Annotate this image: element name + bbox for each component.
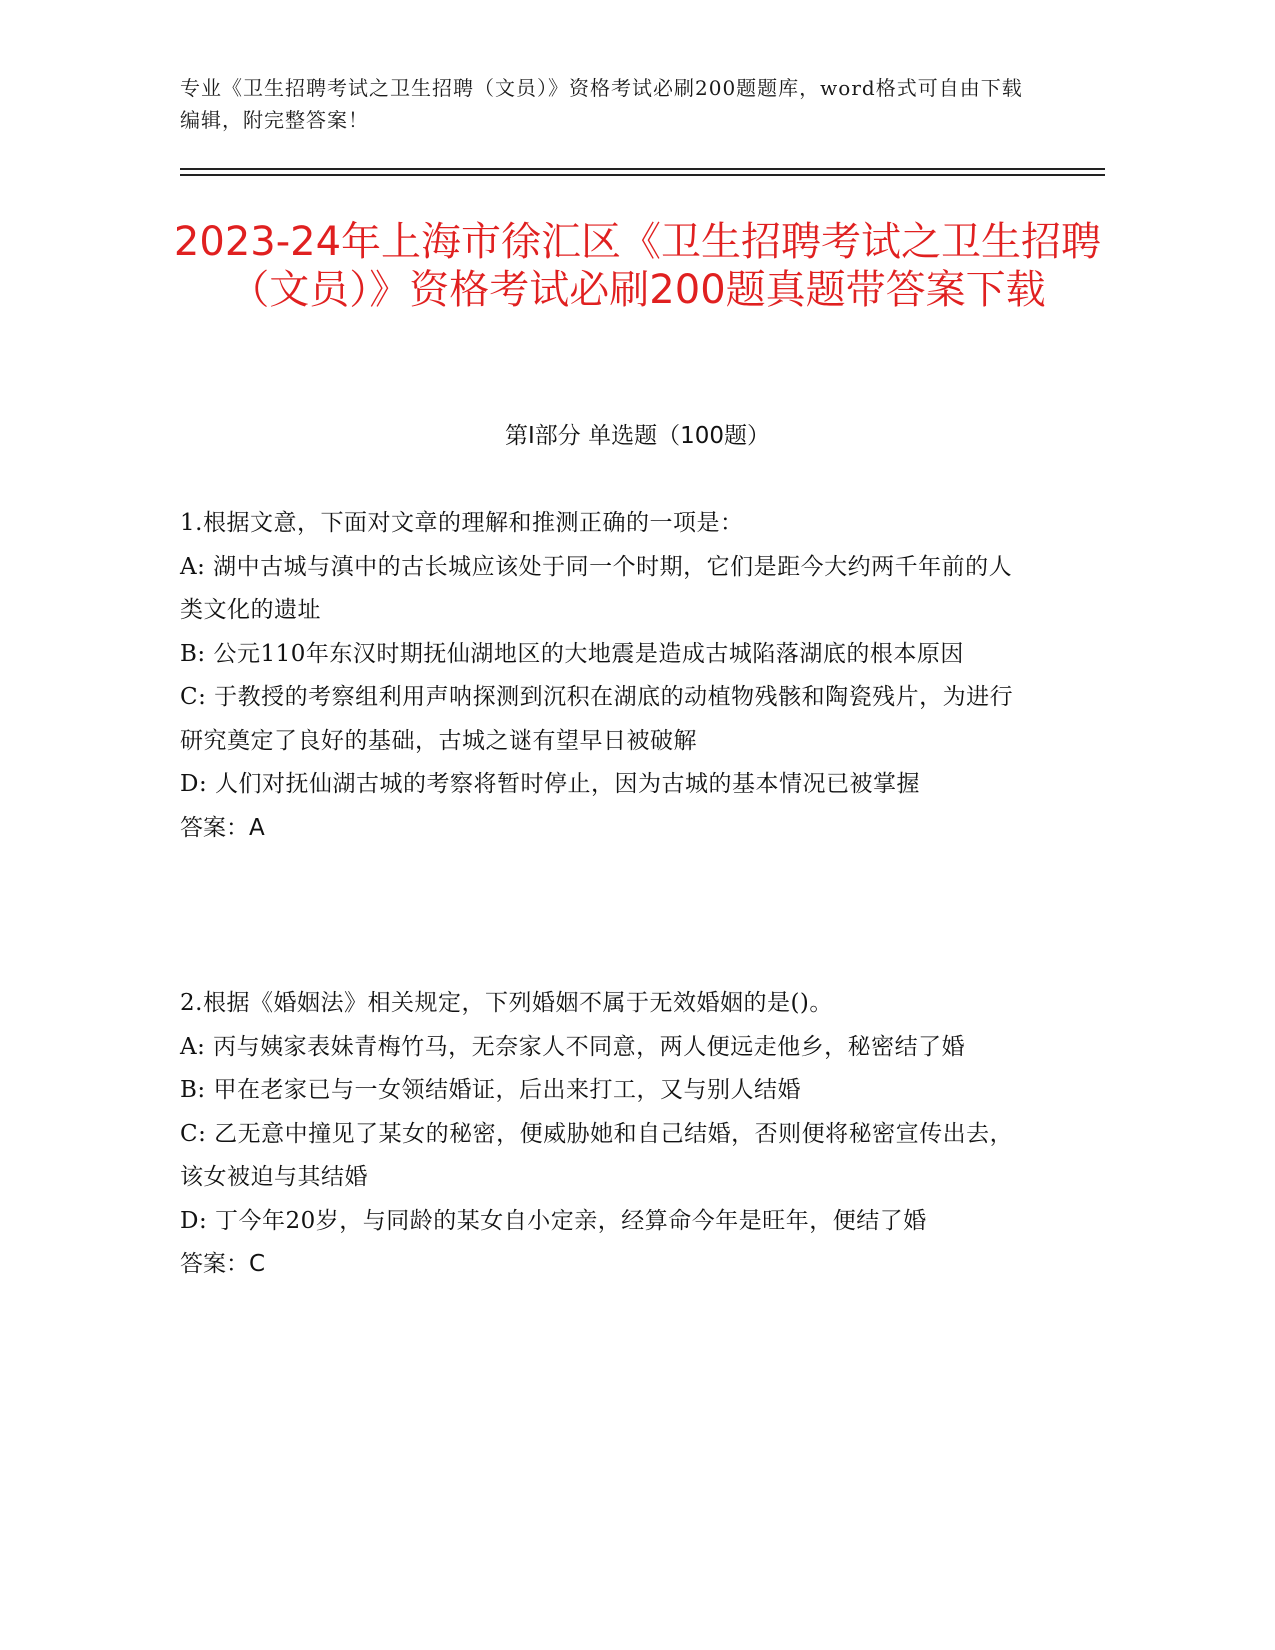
option-a: A: 丙与姨家表妹青梅竹马，无奈家人不同意，两人便远走他乡，秘密结了婚 — [180, 1033, 966, 1060]
option-c: C: 于教授的考察组利用声呐探测到沉积在湖底的动植物残骸和陶瓷残片，为进行研究奠定了良好的基础，古城之谜有望早日被破解 — [180, 684, 1014, 754]
question-2 — [180, 982, 1035, 1287]
header-divider-bottom — [180, 174, 1105, 176]
header-note: 专业《卫生招聘考试之卫生招聘（文员）》资格考试必刷200题题库，word格式可自由下载编辑，附完整答案！ — [180, 76, 1023, 132]
option-b: B: 公元110年东汉时期抚仙湖地区的大地震是造成古城陷落湖底的根本原因 — [180, 640, 964, 667]
option-a: A: 湖中古城与滇中的古长城应该处于同一个时期，它们是距今大约两千年前的人类文化的遗址 — [180, 553, 1013, 623]
option-c: C: 乙无意中撞见了某女的秘密，便威胁她和自己结婚，否则便将秘密宣传出去，该女被迫与其结婚 — [180, 1120, 1014, 1190]
answer-line: 答案：A — [180, 814, 265, 841]
option-d: D: 丁今年20岁，与同龄的某女自小定亲，经算命今年是旺年，便结了婚 — [180, 1207, 927, 1234]
header-divider-top — [180, 168, 1105, 170]
document-title: 2023-24年上海市徐汇区《卫生招聘考试之卫生招聘（文员）》资格考试必刷200题真题带答案下载 — [173, 219, 1102, 313]
option-b: B: 甲在老家已与一女领结婚证，后出来打工，又与别人结婚 — [180, 1077, 801, 1103]
question-stem: 1.根据文意，下面对文章的理解和推测正确的一项是： — [180, 510, 744, 536]
option-d: D: 人们对抚仙湖古城的考察将暂时停止，因为古城的基本情况已被掌握 — [180, 771, 921, 797]
question-1 — [180, 502, 1035, 850]
section-heading: 第I部分 单选题（100题） — [505, 423, 770, 449]
question-stem: 2.根据《婚姻法》相关规定，下列婚姻不属于无效婚姻的是()。 — [180, 990, 833, 1016]
answer-line: 答案：C — [180, 1251, 266, 1277]
